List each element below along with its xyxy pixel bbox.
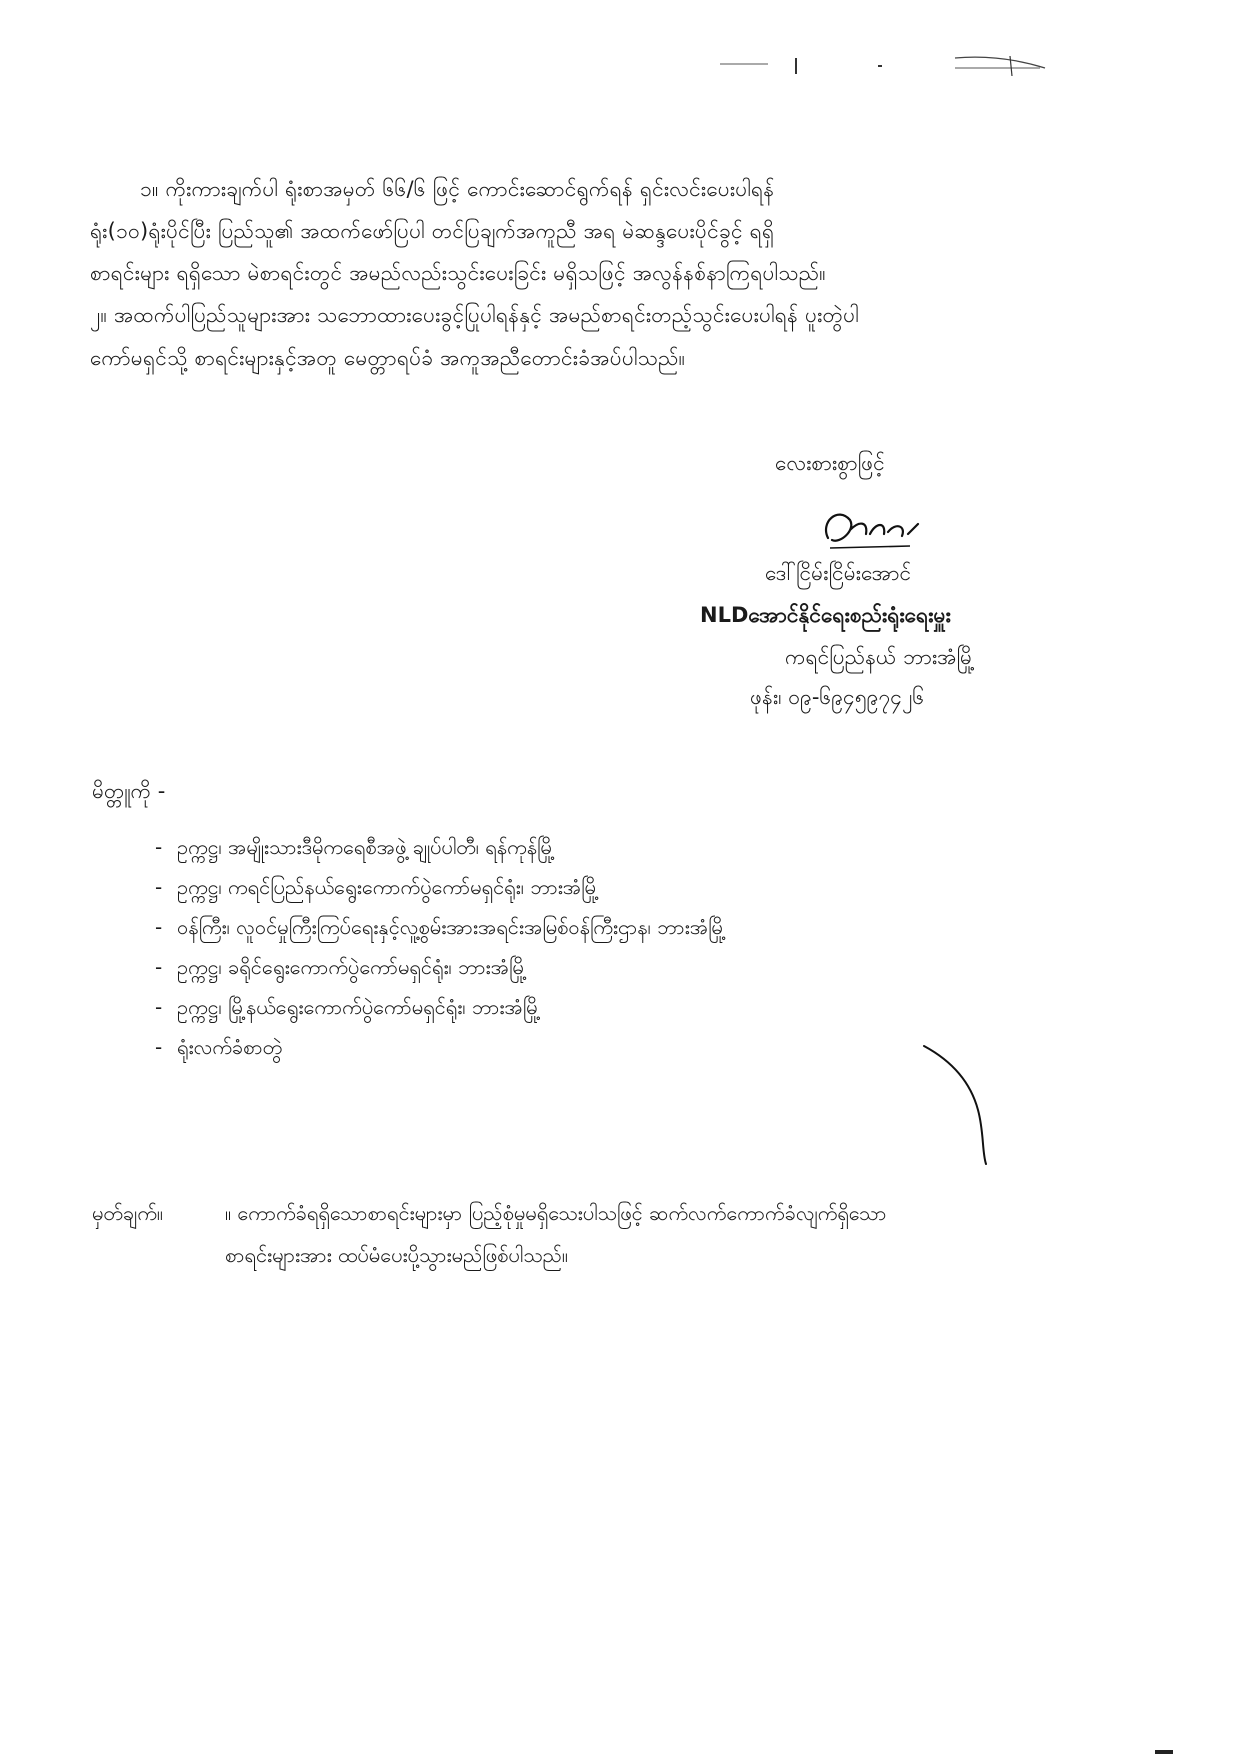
cc-item-1: [155, 834, 555, 864]
body-line-4: ၂။ အထက်ပါပြည်သူများအား သဘောထားပေးခွင့်ပြုပါရန်နှင့် အမည်စာရင်းတည့်သွင်းပေးပါရန် ပူးတွဲပါ: [90, 303, 859, 327]
signatory-phone: ဖုန်း၊ ၀၉-၆၉၄၅၉၇၄၂၆: [750, 685, 925, 709]
body-line-1: ၁။ ကိုးကားချက်ပါ ရုံးစာအမှတ် ၆၆/၆ ဖြင့် ကောင်းဆောင်ရွက်ရန် ရှင်းလင်းပေးပါရန်: [140, 177, 775, 201]
pen-stroke-mark: [920, 1040, 1000, 1170]
body-line-5: ကော်မရှင်သို့ စာရင်းများနှင့်အတူ မေတ္တာရပ်ခံ အကူအညီတောင်းခံအပ်ပါသည်။: [90, 346, 686, 370]
cc-item-text: ဥက္ကဋ္ဌ၊ အမျိုးသားဒီမိုကရေစီအဖွဲ့ ချုပ်ပါတီ၊ ရန်ကုန်မြို့: [177, 835, 555, 859]
cc-dash: -: [155, 915, 163, 939]
cc-dash: -: [155, 875, 163, 899]
cc-item-text: ဥက္ကဋ္ဌ၊ ခရိုင်ရွေးကောက်ပွဲကော်မရှင်ရုံး၊ ဘားအံမြို့: [177, 955, 527, 979]
cc-item-4: [155, 954, 527, 984]
cc-item-3: [155, 914, 726, 944]
cc-item-text: ဥက္ကဋ္ဌ၊ ကရင်ပြည်နယ်ရွေးကောက်ပွဲကော်မရှင်ရုံး၊ ဘားအံမြို့: [177, 875, 600, 899]
cc-dash: -: [155, 995, 163, 1019]
note-line-1: ။ ကောက်ခံရရှိသောစာရင်းများမှာ ပြည့်စုံမှုမရှိသေးပါသဖြင့် ဆက်လက်ကောက်ခံလျက်ရှိသော: [225, 1201, 887, 1225]
note-label: မှတ်ချက်။: [92, 1201, 163, 1225]
signatory-name: ဒေါ်ငြိမ်းငြိမ်းအောင်: [765, 561, 912, 585]
scan-speck: [1155, 1750, 1173, 1754]
scan-artifact-top: [700, 50, 1080, 90]
handwritten-signature: [810, 500, 930, 560]
signatory-constituency: ကရင်ပြည်နယ် ဘားအံမြို့: [785, 645, 976, 669]
body-line-3: စာရင်းများ ရရှိသော မဲစာရင်းတွင် အမည်လည်းသွင်းပေးခြင်း မရှိသဖြင့် အလွန်နစ်နာကြရပါသည်။: [90, 261, 826, 285]
cc-dash: -: [155, 1035, 163, 1059]
cc-item-6: [155, 1034, 282, 1064]
closing-salutation: လေးစားစွာဖြင့်: [775, 451, 885, 475]
cc-item-text: ဥက္ကဋ္ဌ၊ မြို့နယ်ရွေးကောက်ပွဲကော်မရှင်ရုံး၊ ဘားအံမြို့: [177, 995, 541, 1019]
cc-item-5: [155, 994, 541, 1024]
cc-heading: မိတ္တူကို -: [92, 779, 166, 803]
cc-item-text: ရုံးလက်ခံစာတွဲ: [177, 1035, 283, 1059]
note-line-2: စာရင်းများအား ထပ်မံပေးပို့သွားမည်ဖြစ်ပါသည်။: [225, 1243, 568, 1267]
cc-item-text: ဝန်ကြီး၊ လူဝင်မှုကြီးကြပ်ရေးနှင့်လူ့စွမ်းအားအရင်းအမြစ်ဝန်ကြီးဌာန၊ ဘားအံမြို့: [177, 915, 726, 939]
cc-dash: -: [155, 835, 163, 859]
signatory-title: NLDအောင်နိုင်ရေးစည်းရုံးရေးမှူး: [700, 603, 951, 627]
body-line-2: ရုံး(၁၀)ရုံးပိုင်ပြီး ပြည်သူ၏ အထက်ဖော်ပြပါ တင်ပြချက်အကူညီ အရ မဲဆန္ဒပေးပိုင်ခွင့် ရရှိ: [90, 219, 775, 243]
cc-dash: -: [155, 955, 163, 979]
cc-item-2: [155, 874, 599, 904]
